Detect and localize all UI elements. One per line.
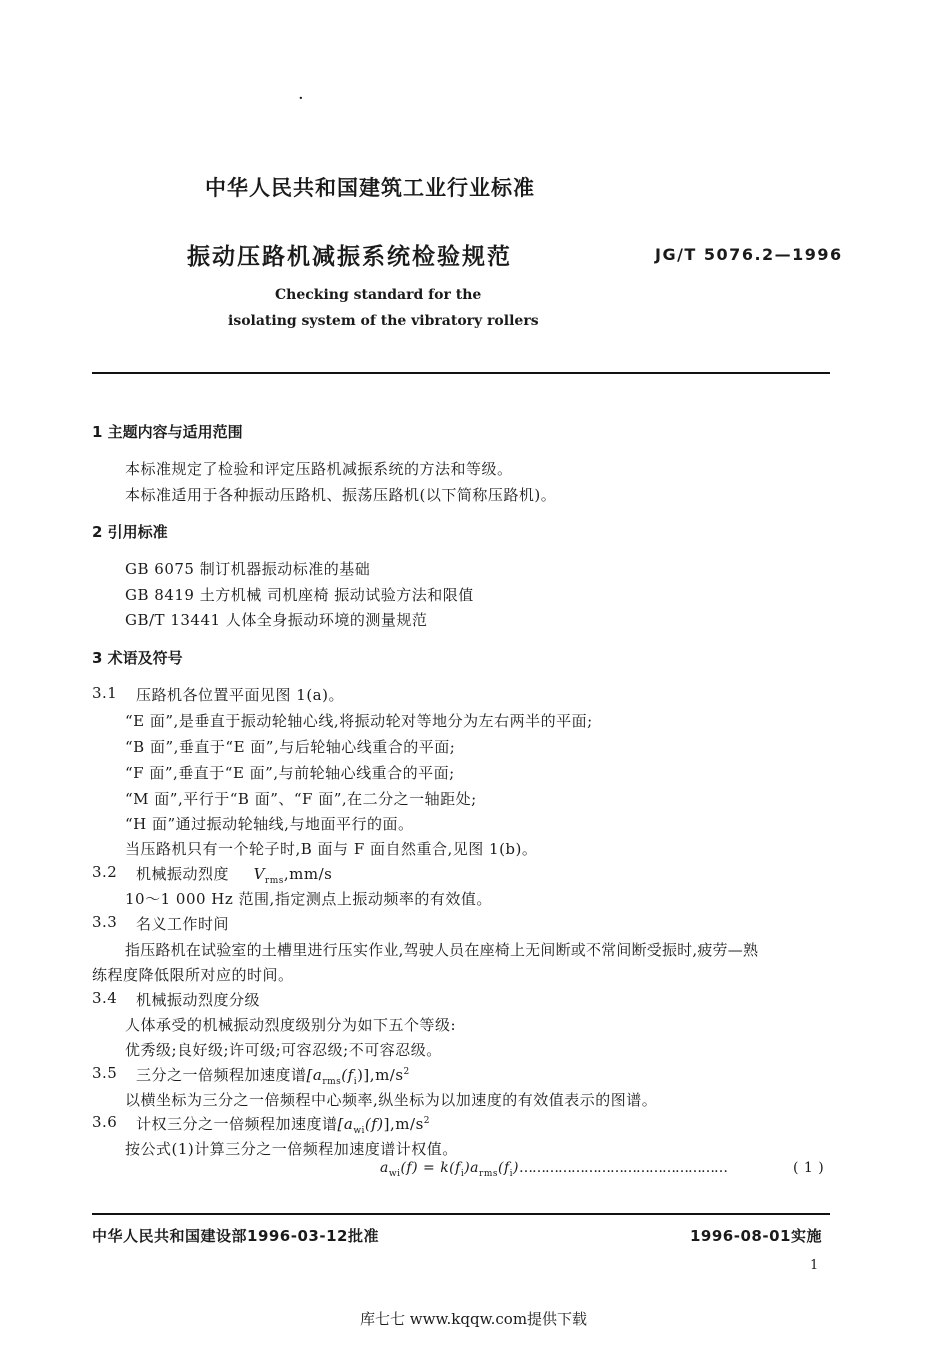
clause-3-6-line: 按公式(1)计算三分之一倍频程加速度谱计权值。 [125,1140,458,1158]
clause-3-6-title-line [136,1113,430,1136]
clause-3-2-number: 3.2 [92,863,118,881]
symbol-a-wi: [a [337,1115,354,1133]
reference-gb8419: GB 8419 土方机械 司机座椅 振动试验方法和限值 [125,586,474,604]
clause-3-6-title: 计权三分之一倍频程加速度谱 [136,1115,338,1133]
standard-number: JG/T 5076.2—1996 [655,245,843,264]
clause-3-2-line: 10～1 000 Hz 范围,指定测点上振动频率的有效值。 [125,890,492,908]
english-title-line2: isolating system of the vibratory rollers [228,313,539,329]
page-number: 1 [810,1258,819,1273]
formula-k-sub: i [460,1168,465,1179]
formula-number: ( 1 ) [793,1160,825,1176]
clause-3-1-line: “M 面”,平行于“B 面”、“F 面”,在二分之一轴距处; [125,790,477,808]
clause-3-1-line: “F 面”,垂直于“E 面”,与前轮轴心线重合的平面; [125,764,455,782]
clause-3-2-title: 机械振动烈度 [136,865,230,883]
issuing-info: 中华人民共和国建设部1996-03-12批准 [92,1227,379,1245]
effective-date: 1996-08-01实施 [690,1227,822,1245]
clause-3-1-title: 压路机各位置平面见图 1(a)。 [136,686,344,704]
download-source-note: 库七七 www.kqqw.com提供下载 [360,1310,588,1328]
symbol-a-rms-arg-sub: i [353,1077,358,1087]
reference-gb6075: GB 6075 制订机器振动标准的基础 [125,560,371,578]
clause-3-5-line: 以横坐标为三分之一倍频程中心频率,纵坐标为以加速度的有效值表示的图谱。 [125,1091,658,1109]
header-rule [92,372,830,374]
formula-lhs: a [380,1160,389,1176]
clause-3-1-number: 3.1 [92,684,118,702]
formula-leader-dots: ………………………………………… [519,1160,728,1176]
clause-3-1-line: “E 面”,是垂直于振动轮轴心线,将振动轮对等地分为左右两半的平面; [125,712,593,730]
clause-3-3-line-1: 指压路机在试验室的土槽里进行压实作业,驾驶人员在座椅上无间断或不常间断受振时,疲劳—熟 [125,941,759,959]
reference-gbt13441: GB/T 13441 人体全身振动环境的测量规范 [125,611,428,629]
formula-end: (f [498,1160,510,1176]
clause-3-6-number: 3.6 [92,1113,118,1131]
clause-3-4-title: 机械振动烈度分级 [136,991,261,1009]
formula-a-sub: rms [479,1168,498,1179]
symbol-a-wi-sub: wi [353,1126,365,1136]
symbol-v-rms: V [253,865,265,883]
section-1-para-1: 本标准规定了检验和评定压路机减振系统的方法和等级。 [125,460,513,478]
clause-3-4-number: 3.4 [92,989,118,1007]
clause-3-2-unit: ,mm/s [283,865,333,883]
document-title: 振动压路机减振系统检验规范 [187,244,512,270]
clause-3-3-line-2: 练程度降低限所对应的时间。 [92,966,294,984]
clause-3-5-title-line [136,1064,410,1087]
symbol-a-rms-sub: rms [322,1077,342,1087]
clause-3-3-number: 3.3 [92,913,118,931]
symbol-a-rms: [a [306,1066,323,1084]
clause-3-1-line: “B 面”,垂直于“E 面”,与后轮轴心线重合的平面; [125,738,456,756]
issuing-authority: 中华人民共和国建筑工业行业标准 [205,176,535,200]
english-title-line1: Checking standard for the [275,287,482,303]
section-3-heading: 3 术语及符号 [92,649,183,667]
clause-3-5-unit: ,m/s [369,1066,404,1084]
section-1-heading: 1 主题内容与适用范围 [92,423,243,441]
formula-a: )a [464,1160,480,1176]
symbol-v-rms-sub: rms [264,876,284,886]
clause-3-6-unit-sup: 2 [423,1116,431,1126]
formula-mid: (f) = k(f [400,1160,461,1176]
symbol-a-rms-arg: (f [341,1066,354,1084]
top-dot: · [298,88,304,109]
symbol-a-wi-arg: (f) [364,1115,384,1133]
symbol-a-rms-close: )] [357,1066,370,1084]
clause-3-1-line: 当压路机只有一个轮子时,B 面与 F 面自然重合,见图 1(b)。 [125,840,538,858]
clause-3-4-line-1: 人体承受的机械振动烈度级别分为如下五个等级: [125,1016,457,1034]
symbol-a-wi-close: ] [383,1115,391,1133]
clause-3-2-title-line [136,863,332,886]
formula-tail: ) [513,1160,520,1176]
section-2-heading: 2 引用标准 [92,523,168,541]
clause-3-1-line: “H 面”通过振动轮轴线,与地面平行的面。 [125,815,414,833]
clause-3-6-unit: ,m/s [390,1115,424,1133]
clause-3-5-unit-sup: 2 [403,1067,410,1077]
section-1-para-2: 本标准适用于各种振动压路机、振荡压路机(以下简称压路机)。 [125,486,557,504]
clause-3-5-number: 3.5 [92,1064,118,1082]
clause-3-5-title: 三分之一倍频程加速度谱 [136,1066,307,1084]
formula-lhs-sub: wi [388,1168,401,1179]
clause-3-4-line-2: 优秀级;良好级;许可级;可容忍级;不可容忍级。 [125,1041,442,1059]
formula-end-sub: i [509,1168,514,1179]
clause-3-3-title: 名义工作时间 [136,915,230,933]
formula-1 [380,1160,727,1179]
footer-rule [92,1213,830,1215]
